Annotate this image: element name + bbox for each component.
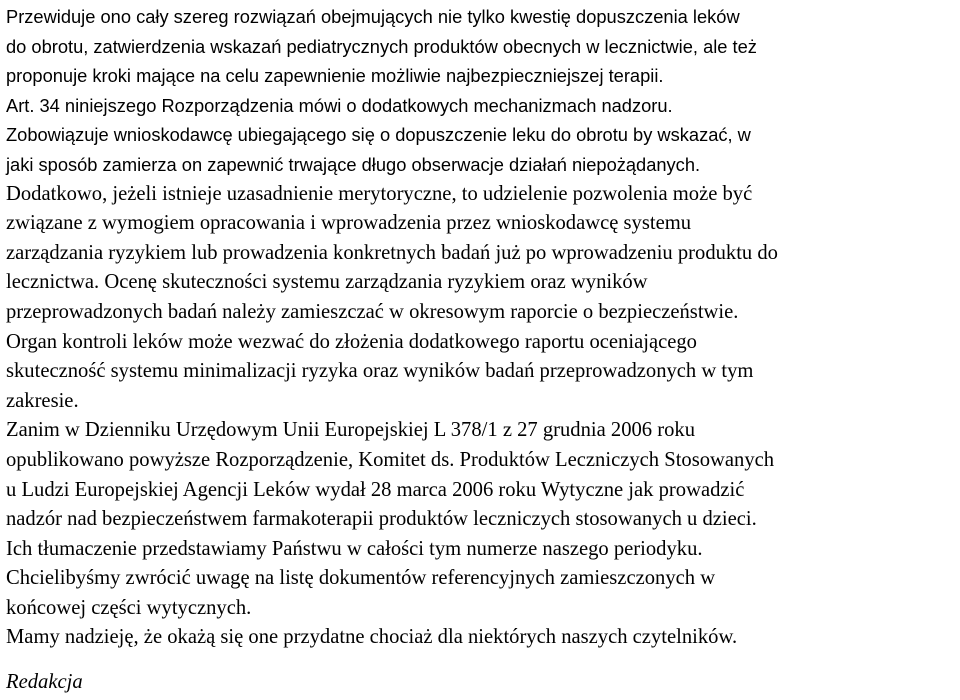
paragraph-line: opublikowano powyższe Rozporządzenie, Komitet ds. Produktów Leczniczych Stosowanych: [6, 448, 775, 471]
spacer: [6, 653, 960, 667]
paragraph-line: nadzór nad bezpieczeństwem farmakoterapii produktów leczniczych stosowanych u dzieci.: [6, 508, 757, 531]
paragraph-line: Organ kontroli leków może wezwać do złożenia dodatkowego raportu oceniającego: [6, 330, 697, 353]
paragraph-line: Zanim w Dzienniku Urzędowym Unii Europejskiej L 378/1 z 27 grudnia 2006 roku: [6, 419, 695, 442]
paragraph-line: jaki sposób zamierza on zapewnić trwające długo obserwacje działań niepożądanych.: [6, 153, 701, 175]
paragraph-line: do obrotu, zatwierdzenia wskazań pediatrycznych produktów obecnych w lecznictwie, ale też: [6, 35, 757, 57]
paragraph-line: Przewiduje ono cały szereg rozwiązań obejmujących nie tylko kwestię dopuszczenia leków: [6, 6, 740, 27]
paragraph-line: skuteczność systemu minimalizacji ryzyka oraz wyników badań przeprowadzonych w tym: [6, 360, 754, 383]
paragraph-line: lecznictwa. Ocenę skuteczności systemu zarządzania ryzykiem oraz wyników: [6, 271, 648, 294]
paragraph-line: związane z wymogiem opracowania i wprowadzenia przez wnioskodawcę systemu: [6, 212, 692, 235]
signature: Redakcja: [6, 671, 83, 694]
paragraph-line: Ich tłumaczenie przedstawiamy Państwu w całości tym numerze naszego periodyku.: [6, 537, 703, 560]
paragraph-line: Zobowiązuje wnioskodawcę ubiegającego się o dopuszczenie leku do obrotu by wskazać, w: [6, 124, 751, 146]
paragraph-line: u Ludzi Europejskiej Agencji Leków wydał 28 marca 2006 roku Wytyczne jak prowadzić: [6, 478, 745, 501]
paragraph-line: Chcielibyśmy zwrócić uwagę na listę dokumentów referencyjnych zamieszczonych w: [6, 567, 716, 590]
paragraph-line: zakresie.: [6, 389, 79, 412]
paragraph-line: Art. 34 niniejszego Rozporządzenia mówi o dodatkowych mechanizmach nadzoru.: [6, 94, 673, 116]
paragraph-line: Dodatkowo, jeżeli istnieje uzasadnienie merytoryczne, to udzielenie pozwolenia może być: [6, 182, 753, 205]
paragraph-line: proponuje kroki mające na celu zapewnienie możliwie najbezpieczniejszej terapii.: [6, 65, 664, 87]
paragraph-line: przeprowadzonych badań należy zamieszczać w okresowym raporcie o bezpieczeństwie.: [6, 300, 739, 323]
paragraph-line: końcowej części wytycznych.: [6, 596, 252, 619]
paragraph-line: Mamy nadzieję, że okażą się one przydatne chociaż dla niektórych naszych czytelników.: [6, 626, 738, 649]
paragraph-line: zarządzania ryzykiem lub prowadzenia konkretnych badań już po wprowadzeniu produktu do: [6, 241, 778, 264]
